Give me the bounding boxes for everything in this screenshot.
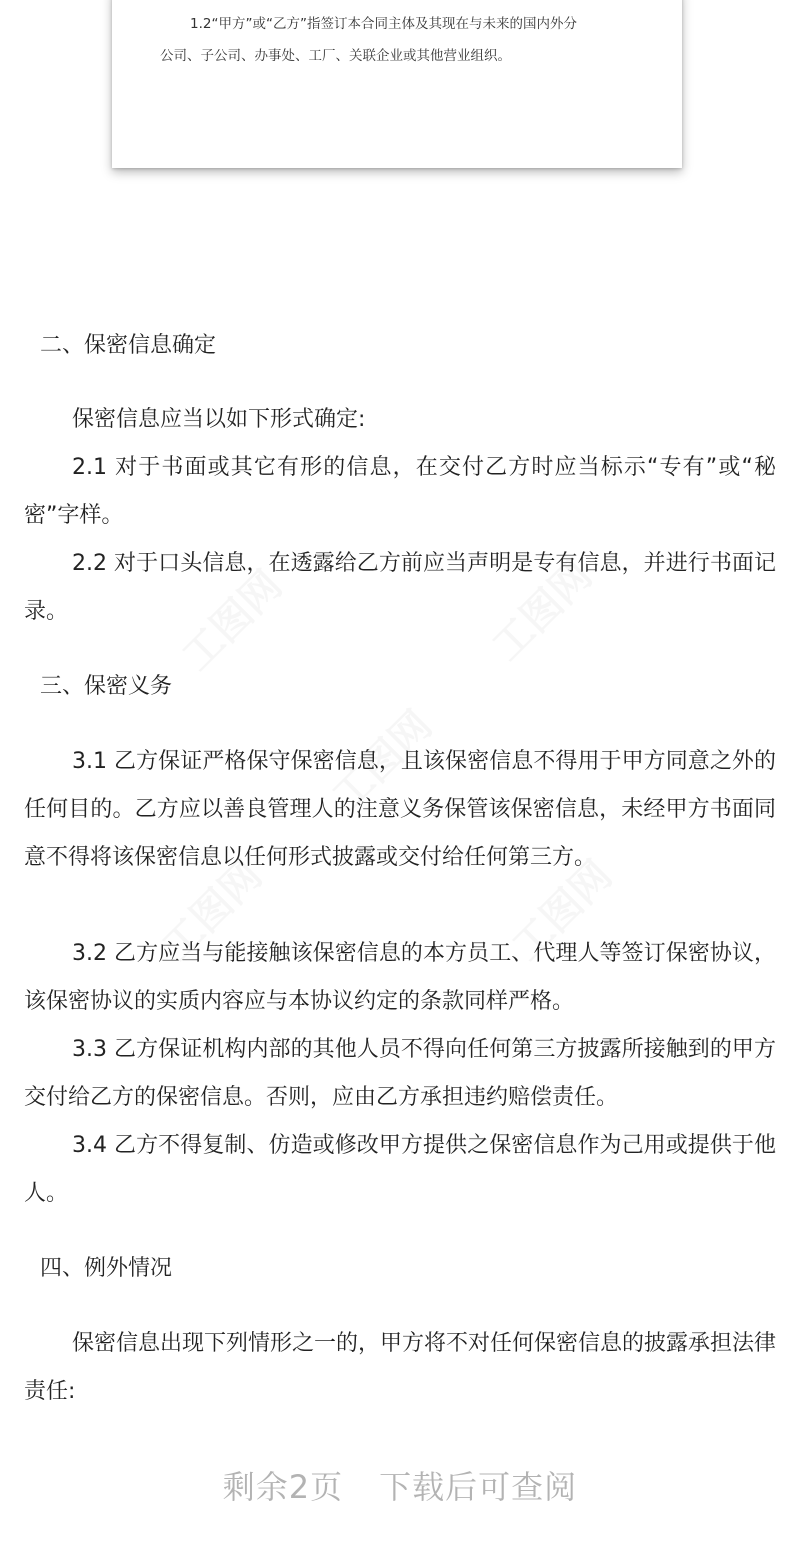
document-preview-card (112, 0, 682, 168)
section-2-intro: 保密信息应当以如下形式确定: (72, 407, 366, 432)
clause-3-2: 3.2 乙方应当与能接触该保密信息的本方员工、代理人等签订保密协议，该保密协议的实质内容应与本协议约定的条款同样严格。 (24, 941, 776, 1014)
clause-3-1: 3.1 乙方保证严格保守保密信息，且该保密信息不得用于甲方同意之外的任何目的。乙方应以善良管理人的注意义务保管该保密信息，未经甲方书面同意不得将该保密信息以任何形式披露或交付给任何第三方。 (24, 749, 776, 870)
clause-2-2: 2.2 对于口头信息，在透露给乙方前应当声明是专有信息，并进行书面记录。 (24, 551, 776, 624)
section-4-intro: 保密信息出现下列情形之一的，甲方将不对任何保密信息的披露承担法律责任: (24, 1331, 777, 1404)
section-4-heading: 四、例外情况 (40, 1256, 173, 1281)
section-3-heading: 三、保密义务 (40, 674, 173, 699)
section-2-heading: 二、保密信息确定 (40, 333, 217, 358)
remaining-pages-banner[interactable] (0, 1462, 800, 1512)
preview-clause-1-2-line1: 1.2“甲方”或“乙方”指签订本合同主体及其现在与未来的国内外分 (190, 16, 577, 32)
download-to-view-text: 下载后可查阅 (379, 1468, 578, 1506)
remaining-pages-text: 剩余2页 (222, 1468, 344, 1506)
clause-2-1: 2.1 对于书面或其它有形的信息，在交付乙方时应当标示“专有”或“秘密”字样。 (24, 455, 776, 528)
clause-3-4: 3.4 乙方不得复制、仿造或修改甲方提供之保密信息作为己用或提供于他人。 (24, 1133, 776, 1206)
clause-3-3: 3.3 乙方保证机构内部的其他人员不得向任何第三方披露所接触到的甲方交付给乙方的保密信息。否则，应由乙方承担违约赔偿责任。 (24, 1037, 776, 1110)
preview-clause-1-2-line2: 公司、子公司、办事处、工厂、关联企业或其他营业组织。 (160, 48, 511, 64)
